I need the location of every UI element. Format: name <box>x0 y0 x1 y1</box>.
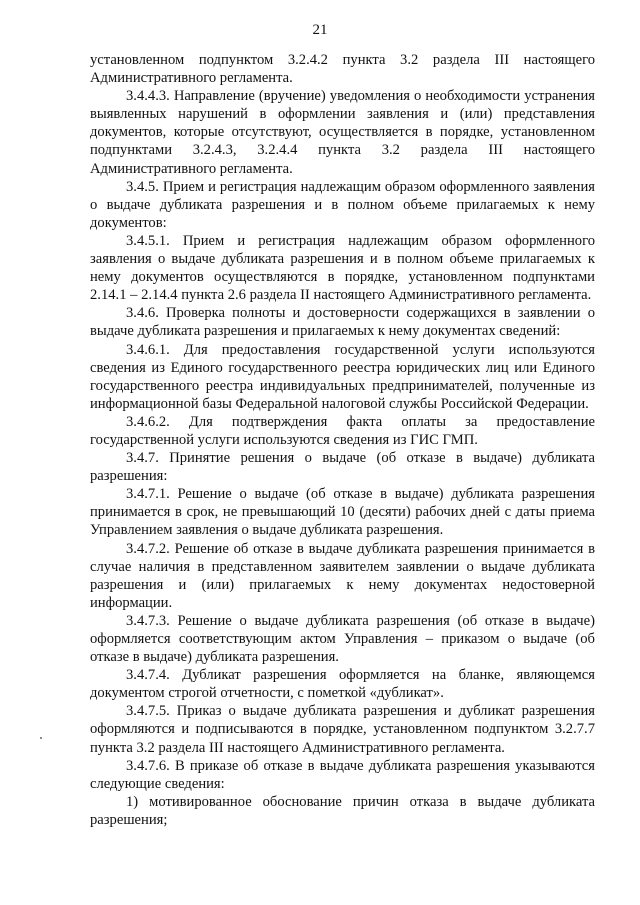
paragraph-6: 3.4.6.1. Для предоставления государственной услуги используются сведения из Единого государственного реестра юридических лиц или Единого государственного реестра индивидуальных предпринимателей, полученные из информационной базы Федеральной налоговой службы Российской Федерации. <box>90 341 595 412</box>
paragraph-13: 3.4.7.5. Приказ о выдаче дубликата разрешения и дубликат разрешения оформляются и подписываются в порядке, установленном подпунктом 3.2.7.7 пункта 3.2 раздела III настоящего Административного регламента. <box>90 703 595 756</box>
paragraph-3: 3.4.5. Прием и регистрация надлежащим образом оформленного заявления о выдаче дубликата разрешения и в полном объеме прилагаемых к нему документов: <box>90 178 595 231</box>
paragraph-4: 3.4.5.1. Прием и регистрация надлежащим образом оформленного заявления о выдаче дубликата разрешения и в полном объеме прилагаемых к нему документов осуществляются в порядке, установленном подпунктами 2.14.1 – 2.14.4 пункта 2.6 раздела II настоящего Административного регламента. <box>90 232 595 304</box>
paragraph-14: 3.4.7.6. В приказе об отказе в выдаче дубликата разрешения указываются следующие сведения: <box>90 757 595 792</box>
scan-speck <box>40 737 42 739</box>
page-number: 21 <box>312 22 328 38</box>
paragraph-5: 3.4.6. Проверка полноты и достоверности содержащихся в заявлении о выдаче дубликата разрешения и прилагаемых к нему документах сведений: <box>90 305 595 340</box>
paragraph-12: 3.4.7.4. Дубликат разрешения оформляется на бланке, являющемся документом строгой отчетности, с пометкой «дубликат». <box>90 667 595 702</box>
paragraph-8: 3.4.7. Принятие решения о выдаче (об отказе в выдаче) дубликата разрешения: <box>90 450 595 485</box>
paragraph-7: 3.4.6.2. Для подтверждения факта оплаты за предоставление государственной услуги используются сведения из ГИС ГМП. <box>90 413 595 448</box>
paragraph-15: 1) мотивированное обоснование причин отказа в выдаче дубликата разрешения; <box>90 793 595 828</box>
paragraph-9: 3.4.7.1. Решение о выдаче (об отказе в выдаче) дубликата разрешения принимается в срок, не превышающий 10 (десяти) рабочих дней с даты приема Управлением заявления о выдаче дубликата разрешения. <box>90 486 595 539</box>
document-body <box>90 51 595 829</box>
paragraph-1: установленном подпунктом 3.2.4.2 пункта 3.2 раздела III настоящего Административного регламента. <box>90 52 595 87</box>
paragraph-11: 3.4.7.3. Решение о выдаче дубликата разрешения (об отказе в выдаче) оформляется соответствующим актом Управления – приказом о выдаче (об отказе в выдаче) дубликата разрешения. <box>90 612 595 666</box>
paragraph-2: 3.4.4.3. Направление (вручение) уведомления о необходимости устранения выявленных нарушений в оформлении заявления и (или) представления документов, которые отсутствуют, осуществляется в порядке, установленном подпунктами 3.2.4.3, 3.2.4.4 пункта 3.2 раздела III настоящего Административного регламента. <box>90 88 595 177</box>
paragraph-10: 3.4.7.2. Решение об отказе в выдаче дубликата разрешения принимается в случае наличия в представленном заявителем заявлении о выдаче дубликата разрешения и (или) прилагаемых к нему документах недостоверной информации. <box>90 540 595 611</box>
